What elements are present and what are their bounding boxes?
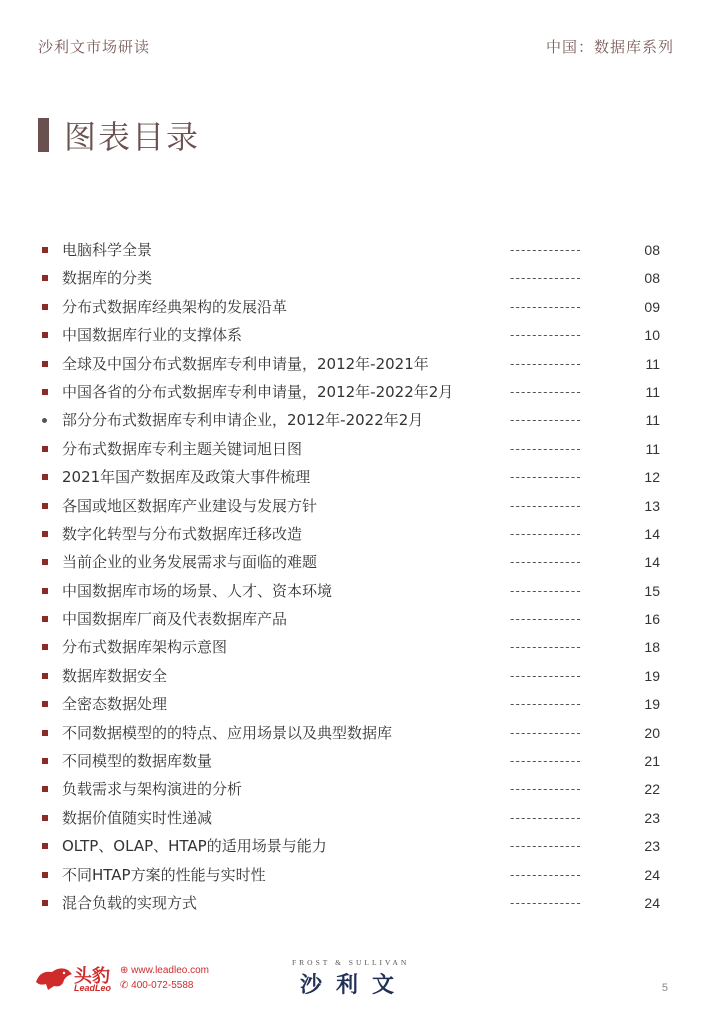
toc-item[interactable] (42, 435, 664, 463)
toc-item[interactable] (42, 577, 664, 605)
bullet-icon (42, 503, 48, 509)
toc-leader: ------------- (510, 243, 582, 257)
toc-item[interactable] (42, 378, 664, 406)
toc-item-page: 11 (645, 355, 660, 372)
toc-leader: ------------- (510, 384, 582, 399)
toc-leader: ------------- (510, 356, 582, 371)
toc-item[interactable] (42, 633, 664, 661)
toc-item-page: 14 (644, 525, 660, 542)
bullet-icon (42, 701, 48, 707)
toc-item[interactable] (42, 236, 664, 264)
toc-leader: ------------- (510, 697, 582, 712)
toc-item-page: 09 (644, 298, 660, 315)
toc-leader: ------------- (510, 271, 582, 286)
toc-item-page: 19 (644, 667, 660, 684)
toc-item-label: 当前企业的业务发展需求与面临的难题 (62, 553, 318, 572)
toc-item[interactable] (42, 804, 664, 832)
bullet-icon (42, 644, 48, 650)
toc-leader: ------------- (510, 668, 582, 683)
toc-item-page: 24 (644, 894, 660, 911)
toc-item-label: 分布式数据库经典架构的发展沿革 (62, 297, 288, 316)
toc-item-label: 数据库数据安全 (62, 666, 168, 685)
toc-leader: ------------- (510, 612, 582, 627)
bullet-icon (42, 616, 48, 622)
frost-sullivan-cn: 沙利文 (300, 973, 409, 998)
bullet-icon (42, 815, 48, 821)
toc-leader: ------------- (510, 583, 582, 598)
toc-item-label: 电脑科学全景 (62, 241, 153, 259)
leadleo-brand: 头豹 (74, 966, 110, 986)
bullet-icon (42, 389, 48, 395)
bullet-icon (42, 786, 48, 792)
toc-item-page: 12 (644, 469, 660, 486)
toc-item-page: 13 (644, 497, 660, 514)
toc-item-page: 15 (644, 582, 660, 599)
toc-item-page: 20 (644, 724, 660, 741)
bullet-icon (42, 361, 48, 367)
frost-sullivan-en: FROST & SULLIVAN (292, 958, 410, 967)
bullet-icon (42, 559, 48, 565)
phone-text: 400-072-5588 (131, 980, 194, 991)
toc-item-label: 数据价值随实时性递减 (62, 808, 213, 827)
toc-item-page: 21 (644, 753, 660, 770)
bullet-icon (42, 588, 48, 594)
page-number: 5 (661, 982, 668, 994)
toc-item-label: 中国数据库厂商及代表数据库产品 (62, 610, 288, 629)
toc-item-page: 18 (644, 639, 660, 656)
toc-item-label: 不同模型的数据库数量 (62, 752, 213, 771)
toc-item-page: 14 (644, 554, 660, 571)
bullet-icon (42, 304, 48, 310)
toc-item-label: 各国或地区数据库产业建设与发展方针 (62, 496, 318, 515)
header-left: 沙利文市场研读 (38, 38, 151, 56)
toc-item[interactable] (42, 463, 664, 491)
website-text: www.leadleo.com (131, 965, 209, 976)
toc-leader: ------------- (510, 299, 582, 314)
toc-item-page: 23 (644, 838, 660, 855)
toc-leader: ------------- (510, 640, 582, 655)
toc-item-label: 不同数据模型的的特点、应用场景以及典型数据库 (62, 723, 393, 742)
toc-leader: ------------- (510, 498, 582, 513)
toc-leader: ------------- (510, 810, 582, 825)
header-right: 中国：数据库系列 (545, 38, 674, 56)
toc-item[interactable] (42, 690, 664, 718)
toc-item-label: 数据库的分类 (62, 269, 153, 288)
toc-item[interactable] (42, 293, 664, 321)
toc-item[interactable] (42, 264, 664, 292)
toc-item-page: 22 (644, 781, 660, 798)
toc-item[interactable] (42, 520, 664, 548)
toc-item-page: 11 (645, 383, 660, 400)
toc-leader: ------------- (510, 839, 582, 854)
bullet-icon (42, 872, 48, 878)
toc-item[interactable] (42, 775, 664, 803)
toc-item-label: 分布式数据库架构示意图 (62, 638, 228, 657)
bullet-icon (42, 418, 47, 423)
toc-item[interactable] (42, 889, 664, 917)
toc-leader: ------------- (510, 555, 582, 570)
toc-leader: ------------- (510, 328, 582, 343)
bullet-icon (42, 247, 48, 253)
toc-item-label: 中国数据库市场的场景、人才、资本环境 (62, 581, 333, 600)
toc-item[interactable] (42, 747, 664, 775)
toc-leader: ------------- (510, 782, 582, 797)
leadleo-brand-en: LeadLeo (74, 983, 112, 993)
bullet-icon (42, 332, 48, 338)
toc-item-page: 16 (644, 611, 660, 628)
bullet-icon (42, 446, 48, 452)
bullet-icon (42, 900, 48, 906)
bullet-icon (42, 730, 48, 736)
toc-item[interactable] (42, 406, 664, 434)
toc-item-label: 全球及中国分布式数据库专利申请量，2012年-2021年 (62, 354, 429, 373)
toc-item-page: 11 (645, 440, 660, 457)
toc-item[interactable] (42, 492, 664, 520)
bullet-icon (42, 673, 48, 679)
toc-item-label: OLTP、OLAP、HTAP的适用场景与能力 (62, 837, 327, 856)
title-accent-bar (38, 118, 49, 152)
bullet-icon (42, 275, 48, 281)
toc-item-label: 不同HTAP方案的性能与实时性 (62, 865, 266, 884)
bullet-icon (42, 843, 48, 849)
toc-leader: ------------- (510, 725, 582, 740)
leopard-logo-icon (34, 962, 74, 992)
toc-leader: ------------- (510, 754, 582, 769)
toc-item-page: 10 (644, 327, 660, 344)
toc-item[interactable] (42, 548, 664, 576)
bullet-icon (42, 758, 48, 764)
toc-item[interactable] (42, 861, 664, 889)
toc-leader: ------------- (510, 441, 582, 456)
toc-item-page: 19 (644, 696, 660, 713)
toc-item-label: 数字化转型与分布式数据库迁移改造 (62, 524, 303, 543)
toc-item-page: 24 (644, 866, 660, 883)
toc-item[interactable] (42, 605, 664, 633)
footer-phone: ✆ 400-072-5588 (120, 980, 194, 991)
toc-list (42, 236, 664, 917)
bullet-icon (42, 531, 48, 537)
toc-item-page: 11 (645, 412, 660, 429)
toc-item-label: 中国各省的分布式数据库专利申请量，2012年-2022年2月 (62, 382, 454, 401)
toc-item-page: 08 (644, 242, 660, 258)
toc-item[interactable] (42, 662, 664, 690)
toc-leader: ------------- (510, 526, 582, 541)
toc-item[interactable] (42, 832, 664, 860)
footer-website[interactable]: ⊕ www.leadleo.com (120, 965, 209, 976)
toc-item-label: 分布式数据库专利主题关键词旭日图 (62, 439, 303, 458)
toc-item-page: 23 (644, 809, 660, 826)
bullet-icon (42, 474, 48, 480)
toc-leader: ------------- (510, 867, 582, 882)
toc-item[interactable] (42, 321, 664, 349)
page-title: 图表目录 (64, 118, 201, 156)
toc-leader: ------------- (510, 470, 582, 485)
toc-item-label: 中国数据库行业的支撑体系 (62, 326, 243, 345)
toc-leader: ------------- (510, 895, 582, 910)
toc-item-label: 2021年国产数据库及政策大事件梳理 (62, 468, 311, 487)
toc-item-label: 混合负载的实现方式 (62, 893, 198, 912)
toc-item-page: 08 (644, 270, 660, 287)
toc-item-label: 负载需求与架构演进的分析 (62, 780, 243, 799)
toc-item[interactable] (42, 350, 664, 378)
toc-item[interactable] (42, 719, 664, 747)
toc-item-label: 全密态数据处理 (62, 695, 168, 714)
toc-item-label: 部分分布式数据库专利申请企业，2012年-2022年2月 (62, 411, 424, 430)
toc-leader: ------------- (510, 413, 582, 428)
